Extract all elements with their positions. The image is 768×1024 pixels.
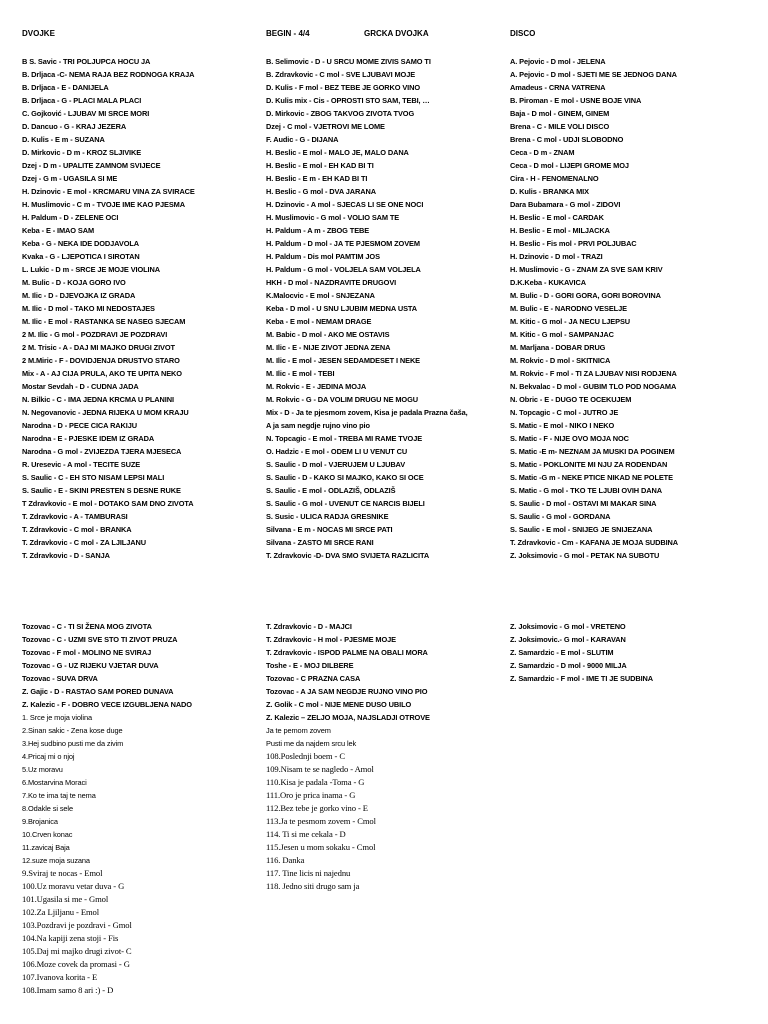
- song-entry: 106.Moze covek da promasi - G: [22, 959, 130, 969]
- song-entry: H. Muslimovic - C m - TVOJE IME KAO PJESMA: [22, 200, 185, 209]
- song-entry: Keba - E - IMAO SAM: [22, 226, 95, 235]
- song-entry: H. Beslic - E mol - MALO JE, MALO DANA: [266, 148, 409, 157]
- song-entry: 2 M.Miric - F - DOVIDJENJA DRUSTVO STARO: [22, 356, 180, 365]
- song-entry: L. Lukic - D m - SRCE JE MOJE VIOLINA: [22, 265, 160, 274]
- song-entry: M. Rokvic - E - JEDINA MOJA: [266, 382, 367, 391]
- song-entry: T. Zdravkovic - Cm - KAFANA JE MOJA SUDBINA: [510, 538, 679, 547]
- song-entry: M. Rokvic - G - DA VOLIM DRUGU NE MOGU: [266, 395, 418, 404]
- song-entry: T. Zdravkovic - D - SANJA: [22, 551, 110, 560]
- song-entry: 9.Sviraj te nocas - Emol: [22, 868, 103, 878]
- song-entry: 6.Mostarvina Moraci: [22, 778, 87, 787]
- song-entry: 2.Sinan sakic - Zena kose duge: [22, 726, 123, 735]
- song-entry: R. Uresevic - A mol - TECITE SUZE: [22, 460, 141, 469]
- song-entry: S. Saulic - E mol - ODLAZIŠ, ODLAZIŠ: [266, 486, 396, 495]
- song-entry: Z. Kalezic – ZELJO MOJA, NAJSLADJI OTROVE: [266, 713, 430, 722]
- song-entry: D. Kulis - E m - SUZANA: [22, 135, 105, 144]
- song-entry: Brena - C mol - UDJI SLOBODNO: [510, 135, 624, 144]
- song-list-bottom-left: [22, 620, 192, 997]
- song-entry: H. Paldum - D - ZELENE OCI: [22, 213, 119, 222]
- song-entry: 101.Ugasila si me - Gmol: [22, 894, 109, 904]
- song-entry: H. Muslimovic - G - ZNAM ZA SVE SAM KRIV: [510, 265, 663, 274]
- song-entry: M. Kitic - G mol - JA NECU LJEPSU: [510, 317, 631, 326]
- song-entry: 108.Imam samo 8 ari :) - D: [22, 985, 114, 995]
- song-entry: Mix - A - AJ CIJA PRULA, AKO TE UPITA NEKO: [22, 369, 182, 378]
- song-entry: A. Pejovic - D mol - SJETI ME SE JEDNOG DANA: [510, 70, 677, 79]
- song-entry: Keba - E mol - NEMAM DRAGE: [266, 317, 372, 326]
- song-entry: M. Marljana - DOBAR DRUG: [510, 343, 606, 352]
- song-entry: Narodna - E - PJESKE IDEM IZ GRADA: [22, 434, 155, 443]
- song-entry: N. Obric - E - DUGO TE OCEKUJEM: [510, 395, 632, 404]
- song-entry: S. Saulic - G mol - UVENUT CE NARCIS BIJELI: [266, 499, 425, 508]
- song-entry: 10.Crven konac: [22, 830, 73, 839]
- song-entry: 118. Jedno siti drugo sam ja: [266, 881, 360, 891]
- song-entry: 100.Uz moravu vetar duva - G: [22, 881, 125, 891]
- song-entry: D. Mirkovic - D m - KROZ SLJIVIKE: [22, 148, 142, 157]
- song-entry: 115.Jesen u mom sokaku - Cmol: [266, 842, 376, 852]
- song-entry: K.Malocvic - E mol - SNJEZANA: [266, 291, 375, 300]
- song-entry: 108.Poslednji boem - C: [266, 751, 345, 761]
- song-entry: Dzej - C mol - VJETROVI ME LOME: [266, 122, 385, 131]
- song-entry: Baja - D mol - GINEM, GINEM: [510, 109, 610, 118]
- song-entry: S. Saulic - E mol - SNIJEG JE SNIJEZANA: [510, 525, 653, 534]
- song-entry: M. Rokvic - D mol - SKITNICA: [510, 356, 611, 365]
- song-entry: Brena - C - MILE VOLI DISCO: [510, 122, 610, 131]
- song-entry: S. Matic - POKLONITE MI NJU ZA RODENDAN: [510, 460, 668, 469]
- song-entry: Pusti me da najdem srcu lek: [266, 739, 357, 748]
- song-list-begin-grcka: [266, 55, 468, 562]
- song-entry: 8.Odakle si sele: [22, 804, 73, 813]
- song-entry: Tozovac - C - UZMI SVE STO TI ZIVOT PRUZA: [22, 635, 178, 644]
- song-entry: Mostar Sevdah - D - CUDNA JADA: [22, 382, 139, 391]
- song-entry: 102.Za Ljiljanu - Emol: [22, 907, 100, 917]
- song-entry: N. Topcagic - E mol - TREBA MI RAME TVOJE: [266, 434, 423, 443]
- song-list-dvojke: [22, 55, 195, 562]
- song-entry: D. Kulis - BRANKA MIX: [510, 187, 589, 196]
- song-entry: S. Saulic - D mol - OSTAVI MI MAKAR SINA: [510, 499, 657, 508]
- song-entry: N. Bekvalac - D mol - GUBIM TLO POD NOGAMA: [510, 382, 677, 391]
- song-entry: F. Audic - G - DIJANA: [266, 135, 339, 144]
- song-entry: Keba - G - NEKA IDE DODJAVOLA: [22, 239, 140, 248]
- song-entry: Keba - D mol - U SNU LJUBIM MEDNA USTA: [266, 304, 417, 313]
- song-entry: 104.Na kapiji zena stoji - Fis: [22, 933, 119, 943]
- song-entry: Z. Gajic - D - RASTAO SAM PORED DUNAVA: [22, 687, 174, 696]
- song-entry: 111.Oro je prica inama - G: [266, 790, 356, 800]
- song-entry: Silvana - E m - NOCAS MI SRCE PATI: [266, 525, 393, 534]
- song-entry: M. Ilic - E mol - RASTANKA SE NASEG SJECAM: [22, 317, 186, 326]
- song-entry: D.K.Keba - KUKAVICA: [510, 278, 586, 287]
- song-entry: Tozovac - G - UZ RIJEKU VJETAR DUVA: [22, 661, 159, 670]
- song-entry: S. Saulic - D mol - VJERUJEM U LJUBAV: [266, 460, 406, 469]
- song-entry: 103.Pozdravi je pozdravi - Gmol: [22, 920, 132, 930]
- song-entry: Tozovac - C - TI SI ŽENA MOG ZIVOTA: [22, 622, 152, 631]
- song-entry: T. Zdravkovic - C mol - BRANKA: [22, 525, 132, 534]
- song-entry: H. Paldum - D mol - JA TE PJESMOM ZOVEM: [266, 239, 420, 248]
- song-entry: S. Saulic - G mol - GORDANA: [510, 512, 611, 521]
- song-entry: S. Saulic - C - EH STO NISAM LEPSI MALI: [22, 473, 165, 482]
- song-entry: T. Zdravkovic - H mol - PJESME MOJE: [266, 635, 396, 644]
- song-entry: 105.Daj mi majko drugi zivot- C: [22, 946, 132, 956]
- song-entry: S. Matic - E mol - NIKO I NEKO: [510, 421, 615, 430]
- song-entry: H. Paldum - G mol - VOLJELA SAM VOLJELA: [266, 265, 421, 274]
- song-entry: S. Saulic - D - KAKO SI MAJKO, KAKO SI OCE: [266, 473, 424, 482]
- song-entry: B. Zdravkovic - C mol - SVE LJUBAVI MOJE: [266, 70, 416, 79]
- song-entry: 4.Pricaj mi o njoj: [22, 752, 75, 761]
- song-entry: Narodna - D - PECE CICA RAKIJU: [22, 421, 137, 430]
- song-entry: H. Beslic - E mol - EH KAD BI TI: [266, 161, 374, 170]
- song-entry: Toshe - E - MOJ DILBERE: [266, 661, 354, 670]
- song-entry: N. Bilkic - C - IMA JEDNA KRCMA U PLANINI: [22, 395, 174, 404]
- song-entry: H. Paldum - A m - ZBOG TEBE: [266, 226, 370, 235]
- song-entry: H. Dzinovic - D mol - TRAZI: [510, 252, 603, 261]
- song-entry: 116. Danka: [266, 855, 305, 865]
- song-entry: T. Zdravkovic - D - MAJCI: [266, 622, 352, 631]
- song-entry: 107.Ivanova korita - E: [22, 972, 98, 982]
- song-list-disco: [510, 55, 678, 562]
- header-dvojke: DVOJKE: [22, 29, 55, 38]
- song-entry: A ja sam negdje rujno vino pio: [266, 421, 370, 430]
- song-entry: M. Kitic - G mol - SAMPANJAC: [510, 330, 614, 339]
- song-entry: S. Matic -E m- NEZNAM JA MUSKI DA POGINEM: [510, 447, 675, 456]
- song-entry: 110.Kisa je padala -Toma - G: [266, 777, 365, 787]
- song-entry: Z. Samardzic - D mol - 9000 MILJA: [510, 661, 627, 670]
- header-disco: DISCO: [510, 29, 536, 38]
- song-entry: Kvaka - G - LJEPOTICA I SIROTAN: [22, 252, 140, 261]
- song-entry: 117. Tine licis ni najednu: [266, 868, 351, 878]
- song-entry: 11.zavicaj Baja: [22, 843, 70, 852]
- song-entry: H. Dzinovic - E mol - KRCMARU VINA ZA SVIRACE: [22, 187, 195, 196]
- song-entry: 3.Hej sudbino pusti me da zivim: [22, 739, 124, 748]
- song-entry: B. Piroman - E mol - USNE BOJE VINA: [510, 96, 642, 105]
- song-entry: M. Babic - D mol - AKO ME OSTAVIS: [266, 330, 390, 339]
- song-entry: Z. Samardzic - E mol - SLUTIM: [510, 648, 614, 657]
- song-entry: HKH - D mol - NAZDRAVITE DRUGOVI: [266, 278, 397, 287]
- song-entry: M. Ilic - E mol - TEBI: [266, 369, 335, 378]
- song-list-bottom-middle: [266, 620, 430, 893]
- song-entry: D. Mirkovic - ZBOG TAKVOG ZIVOTA TVOG: [266, 109, 415, 118]
- song-entry: M. Rokvic - F mol - TI ZA LJUBAV NISI RODJENA: [510, 369, 677, 378]
- song-entry: Z. Joksimovic - G mol - PETAK NA SUBOTU: [510, 551, 660, 560]
- song-entry: B. Drljaca -C- NEMA RAJA BEZ RODNOGA KRAJA: [22, 70, 195, 79]
- song-entry: M. Bulic - E - NARODNO VESELJE: [510, 304, 627, 313]
- song-entry: Tozovac - C PRAZNA CASA: [266, 674, 361, 683]
- song-entry: T. Zdravkovic - A - TAMBURASI: [22, 512, 128, 521]
- song-entry: Mix - D - Ja te pjesmom zovem, Kisa je padala Prazna čaša,: [266, 408, 468, 417]
- song-entry: H. Beslic - E m - EH KAD BI TI: [266, 174, 368, 183]
- song-entry: Tozovac - F mol - MOLINO NE SVIRAJ: [22, 648, 152, 657]
- song-entry: B S. Savic - TRI POLJUPCA HOCU JA: [22, 57, 151, 66]
- song-entry: 2 M. Trisic - A - DAJ MI MAJKO DRUGI ZIVOT: [22, 343, 175, 352]
- song-entry: H. Beslic - E mol - MILJACKA: [510, 226, 610, 235]
- song-entry: 113.Ja te pesmom zovem - Cmol: [266, 816, 376, 826]
- song-entry: 5.Uz moravu: [22, 765, 63, 774]
- song-entry: D. Dancuo - G - KRAJ JEZERA: [22, 122, 127, 131]
- song-entry: 112.Bez tebe je gorko vino - E: [266, 803, 368, 813]
- song-entry: H. Dzinovic - A mol - SJECAS LI SE ONE NOCI: [266, 200, 424, 209]
- song-entry: M. Bulic - D - KOJA GORO IVO: [22, 278, 126, 287]
- song-entry: N. Negovanovic - JEDNA RIJEKA U MOM KRAJU: [22, 408, 189, 417]
- song-entry: B. Selimovic - D - U SRCU MOME ZIVIS SAMO TI: [266, 57, 431, 66]
- song-entry: Cira - H - FENOMENALNO: [510, 174, 599, 183]
- song-entry: M. Ilic - D mol - TAKO MI NEDOSTAJES: [22, 304, 155, 313]
- song-entry: T. Zdravkovic - C mol - ZA LJILJANU: [22, 538, 146, 547]
- song-entry: 114. Ti si me cekala - D: [266, 829, 346, 839]
- song-list-bottom-right: [510, 620, 653, 685]
- song-entry: M. Ilic - D - DJEVOJKA IZ GRADA: [22, 291, 136, 300]
- song-entry: D. Kulis mix - Cis - OPROSTI STO SAM, TEBI, …: [266, 96, 430, 105]
- song-entry: S. Matic -G m - NEKE PTICE NIKAD NE POLETE: [510, 473, 673, 482]
- song-entry: H. Paldum - Dis mol PAMTIM JOS: [266, 252, 380, 261]
- song-entry: H. Beslic - Fis mol - PRVI POLJUBAC: [510, 239, 637, 248]
- song-entry: Z. Samardzic - F mol - IME TI JE SUDBINA: [510, 674, 654, 683]
- header-begin: BEGIN - 4/4: [266, 29, 310, 38]
- song-entry: M. Ilic - E mol - JESEN SEDAMDESET I NEKE: [266, 356, 421, 365]
- song-entry: 12.suze moja suzana: [22, 856, 90, 865]
- song-entry: Tozovac - A JA SAM NEGDJE RUJNO VINO PIO: [266, 687, 428, 696]
- song-entry: Dara Bubamara - G mol - ZIDOVI: [510, 200, 621, 209]
- song-entry: T. Zdravkovic -D- DVA SMO SVIJETA RAZLICITA: [266, 551, 430, 560]
- song-entry: T. Zdravkovic - ISPOD PALME NA OBALI MORA: [266, 648, 428, 657]
- song-entry: S. Matic - G mol - TKO TE LJUBI OVIH DANA: [510, 486, 662, 495]
- song-entry: B. Drljaca - E - DANIJELA: [22, 83, 109, 92]
- song-entry: 9.Brojanica: [22, 817, 58, 826]
- song-entry: S. Matic - F - NIJE OVO MOJA NOC: [510, 434, 629, 443]
- song-entry: Dzej - D m - UPALITE ZAMNOM SVIJECE: [22, 161, 161, 170]
- song-entry: Z. Joksimovic - G mol - VRETENO: [510, 622, 626, 631]
- song-entry: N. Topcagic - C mol - JUTRO JE: [510, 408, 619, 417]
- song-entry: H. Beslic - E mol - CARDAK: [510, 213, 604, 222]
- song-entry: 2 M. Ilic - G mol - POZDRAVI JE POZDRAVI: [22, 330, 168, 339]
- song-entry: Z. Kalezic - F - DOBRO VECE IZGUBLJENA NADO: [22, 700, 192, 709]
- song-entry: H. Beslic - G mol - DVA JARANA: [266, 187, 376, 196]
- song-entry: D. Kulis - F mol - BEZ TEBE JE GORKO VINO: [266, 83, 420, 92]
- song-entry: Amadeus - CRNA VATRENA: [510, 83, 606, 92]
- song-entry: O. Hadzic - E mol - ODEM LI U VENUT CU: [266, 447, 408, 456]
- song-entry: Z. Golik - C mol - NIJE MENE DUSO UBILO: [266, 700, 412, 709]
- song-entry: T Zdravkovic - E mol - DOTAKO SAM DNO ZIVOTA: [22, 499, 194, 508]
- song-entry: 109.Nisam te se nagledo - Amol: [266, 764, 374, 774]
- song-entry: S. Saulic - E - SKINI PRESTEN S DESNE RUKE: [22, 486, 181, 495]
- song-entry: 7.Ko te ima taj te nema: [22, 791, 96, 800]
- song-entry: A. Pejovic - D mol - JELENA: [510, 57, 606, 66]
- song-entry: 1. Srce je moja violina: [22, 713, 92, 722]
- song-entry: S. Susic - ULICA RADJA GRESNIKE: [266, 512, 389, 521]
- song-entry: M. Bulic - D - GORI GORA, GORI BOROVINA: [510, 291, 661, 300]
- song-entry: M. Ilic - E - NIJE ZIVOT JEDNA ZENA: [266, 343, 391, 352]
- song-entry: Narodna - G mol - ZVIJEZDA TJERA MJESECA: [22, 447, 182, 456]
- song-entry: B. Drljaca - G - PLACI MALA PLACI: [22, 96, 142, 105]
- song-entry: Dzej - G m - UGASILA SI ME: [22, 174, 118, 183]
- song-entry: C. Gojković - LJUBAV MI SRCE MORI: [22, 109, 150, 118]
- song-entry: Ja te pemom zovem: [266, 726, 331, 735]
- song-entry: Z. Joksimovic.- G mol - KARAVAN: [510, 635, 626, 644]
- song-entry: Silvana - ZASTO MI SRCE RANI: [266, 538, 374, 547]
- song-entry: H. Muslimovic - G mol - VOLIO SAM TE: [266, 213, 400, 222]
- header-grcka-dvojka: GRCKA DVOJKA: [364, 29, 429, 38]
- song-entry: Ceca - D m - ZNAM: [510, 148, 575, 157]
- song-entry: Tozovac - SUVA DRVA: [22, 674, 98, 683]
- song-entry: Ceca - D mol - LIJEPI GROME MOJ: [510, 161, 629, 170]
